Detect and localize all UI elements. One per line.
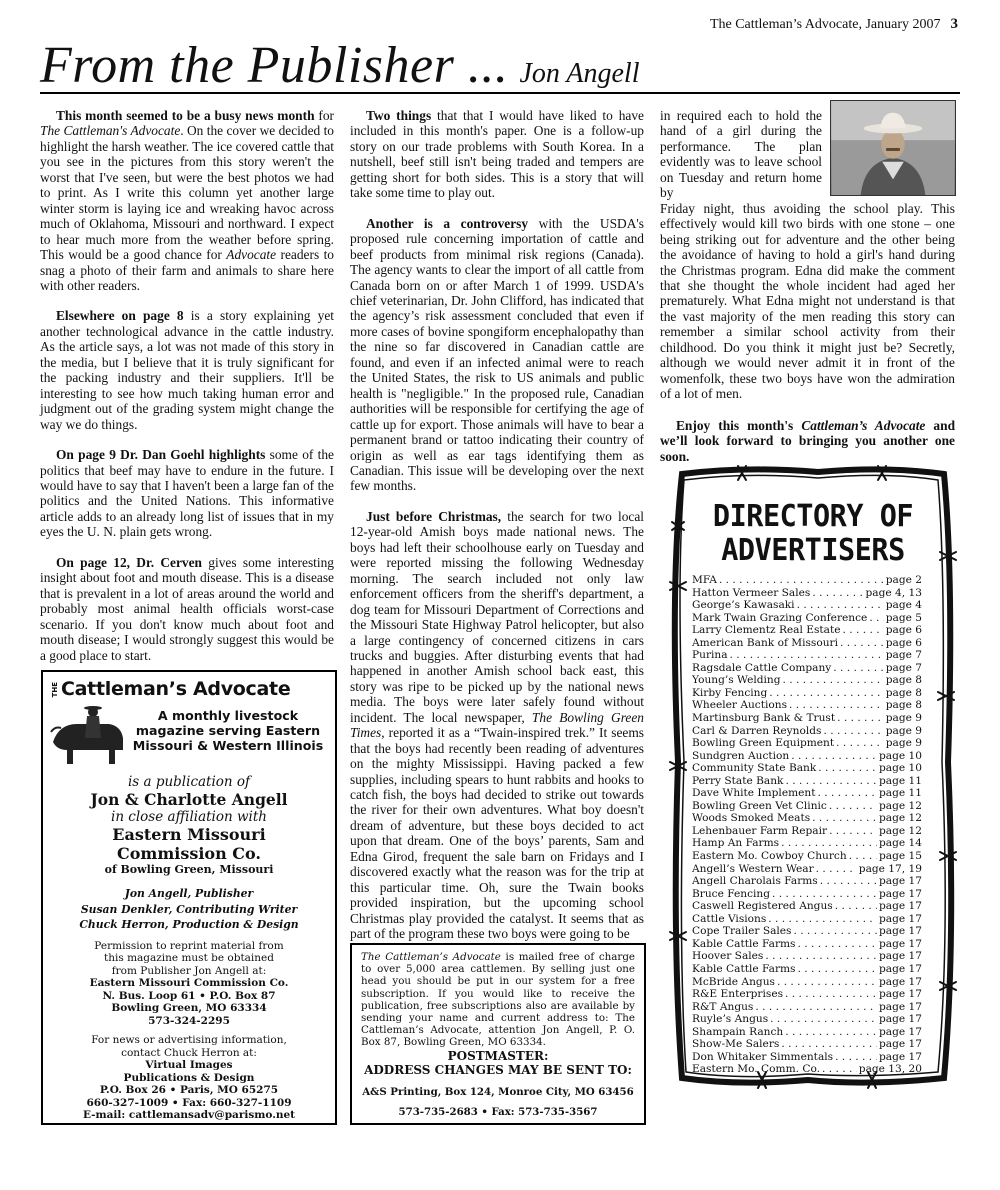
advertiser-name: Hoover Sales: [692, 950, 764, 963]
advertiser-page: page 4, 13: [865, 586, 922, 599]
list-item: [692, 913, 922, 926]
leader-dots: [818, 762, 877, 775]
advertiser-name: Purina: [692, 649, 728, 662]
leader-dots: [785, 988, 877, 1001]
permission-text: this magazine must be obtained: [104, 952, 274, 964]
leader-dots: [781, 837, 877, 850]
leader-dots: [781, 1038, 877, 1051]
paragraph: [40, 108, 334, 293]
postmaster-heading: POSTMASTER:: [447, 1048, 549, 1063]
advertiser-name: George’s Kawasaki: [692, 599, 795, 612]
advertiser-name: Eastern Mo. Cowboy Church: [692, 850, 847, 863]
publication-of: is a publication of: [127, 774, 251, 790]
staff-credit: Jon Angell, Publisher: [124, 887, 254, 900]
contact-name: Publications & Design: [123, 1071, 255, 1084]
paragraph-text: that that I would have liked to have included in this month's paper. One is a follow-up story on our trade problems with South Korea. In a nutshell, beef still isn't being traded and tempers are getting short for both sides. This is a story that will take some time to play out.: [350, 108, 645, 201]
advertiser-page: page 8: [885, 674, 922, 687]
advertiser-name: Shampain Ranch: [692, 1025, 784, 1038]
list-item: [692, 875, 922, 888]
advertiser-page: page 17: [879, 1038, 922, 1051]
tagline-line: A monthly livestock: [157, 708, 299, 723]
owners: Jon & Charlotte Angell: [90, 790, 288, 809]
advertiser-name: Sundgren Auction: [692, 749, 790, 762]
paragraph-lead: On page 12, Dr. Cerven: [56, 554, 202, 570]
list-item: [692, 925, 922, 938]
advertiser-name: R&E Enterprises: [692, 988, 784, 1001]
leader-dots: [840, 637, 884, 650]
leader-dots: [798, 963, 878, 976]
leader-dots: [777, 976, 877, 989]
paragraph-lead: Another is a controversy: [366, 215, 529, 231]
advertiser-name: McBride Angus: [692, 975, 775, 988]
tagline-line: magazine serving Eastern: [135, 723, 321, 738]
advertiser-page: page 6: [885, 624, 922, 637]
leader-dots: [869, 612, 883, 625]
advertiser-page: page 4: [885, 599, 922, 612]
column-1: [40, 108, 334, 678]
advertiser-page: page 10: [879, 762, 922, 775]
advertiser-list: [692, 574, 922, 1076]
advertiser-name: Cattle Visions: [692, 912, 767, 925]
cowboy-cattle-icon: [49, 702, 127, 766]
list-item: [692, 1026, 922, 1039]
leader-dots: [833, 662, 883, 675]
leader-dots: [719, 574, 884, 587]
advertiser-name: R&T Angus: [692, 1000, 754, 1013]
advertiser-name: Eastern Mo. Comm. Co.: [692, 1063, 821, 1076]
leader-dots: [820, 875, 877, 888]
advertiser-name: Bowling Green Equipment: [692, 737, 835, 750]
contact-phone: 573-324-2295: [148, 1014, 230, 1027]
advertiser-page: page 17: [879, 912, 922, 925]
leader-dots: [755, 1001, 877, 1014]
paragraph-text: is mailed free of charge to over 5,000 area cattlemen. By selling just one head you should be put in our system for a free subscription. If you would like to receive the publication, free subscriptions also are available by sending your name and current address to: The Cattleman’s Advocate, attention Jon Angell, P. O. Box 87, Bowling Green, MO 63334.: [361, 951, 635, 1049]
list-item: [692, 1051, 922, 1064]
leader-dots: [836, 737, 884, 750]
paragraph-text: gives some interesting insight about foot and mouth disease. This is a disease that is prevalent in a lot of areas around the world and probably most animal health officials worst-case scenario. If you don't know much about foot and mouth disease; I would strongly suggest this would be a good place to start.: [40, 554, 334, 663]
leader-dots: [823, 725, 883, 738]
news-contact-text: For news or advertising information,: [91, 1034, 287, 1046]
advertiser-name: Community State Bank: [692, 762, 817, 775]
advertiser-page: page 17: [879, 1050, 922, 1063]
advertiser-name: Angell’s Western Wear: [692, 862, 814, 875]
paragraph: [350, 108, 644, 201]
company-name: Eastern Missouri: [112, 825, 266, 844]
permission-text: from Publisher Jon Angell at:: [111, 964, 267, 977]
advertiser-page: page 12: [879, 812, 922, 825]
advertiser-name: Bruce Fencing: [692, 887, 771, 900]
mailing-text: [361, 951, 635, 1049]
list-item: [692, 900, 922, 913]
leader-dots: [791, 750, 877, 763]
advertiser-page: page 17: [879, 925, 922, 938]
leader-dots: [768, 913, 877, 926]
leader-dots: [829, 800, 877, 813]
advertiser-page: page 17, 19: [858, 862, 922, 875]
leader-dots: [785, 1026, 877, 1039]
paragraph: [350, 216, 644, 494]
list-item: [692, 976, 922, 989]
advertiser-page: page 11: [879, 787, 922, 800]
advertiser-page: page 10: [879, 749, 922, 762]
staff-credit: Susan Denkler, Contributing Writer: [80, 902, 298, 916]
magazine-name: Advocate: [226, 247, 277, 263]
newspaper-name: The Bowling Green Times: [350, 709, 644, 741]
advertiser-name: Mark Twain Grazing Conference: [692, 611, 868, 624]
paragraph-text: and we’ll look forward to bringing you another one soon.: [660, 417, 956, 464]
list-item: [692, 938, 922, 951]
list-item: [692, 649, 922, 662]
leader-dots: [822, 1063, 857, 1076]
list-item: [692, 863, 922, 876]
leader-dots: [765, 950, 877, 963]
leader-dots: [835, 900, 877, 913]
list-item: [692, 712, 922, 725]
running-head: [710, 16, 958, 33]
advertiser-page: page 12: [879, 799, 922, 812]
list-item: [692, 950, 922, 963]
contact-email: E-mail: cattlemansadv@parismo.net: [82, 1109, 296, 1121]
advertiser-name: Ruyle’s Angus: [692, 1013, 769, 1026]
list-item: [692, 725, 922, 738]
paragraph-text: some of the politics that beef may have to endure in the future. I would have to say that I haven't been a large fan of the politics and the United Nations. This informative article adds to an already long list of issues that in my eyes the U. N. plain gets wrong.: [40, 447, 334, 540]
list-item: [692, 1063, 922, 1076]
list-item: [692, 1001, 922, 1014]
masthead: [40, 38, 960, 94]
paragraph-lead: On page 9 Dr. Dan Goehl highlights: [56, 447, 266, 463]
list-item: [692, 1038, 922, 1051]
paragraph-text: Friday night, thus avoiding the school play. This effectively would kill two birds with one stone – one being striking out for adventure and the other being the avoidance of having to hold a girl's hand during the Christmas program. Edna did make the comment that she thought the whole incident had aged her prematurely. What Edna might not understand is that the vast majority of the men reading this story can remember a similar school activity from their childhood. Do you think it might just be? Secretly, although we would never admit it in front of the womenfolk, these two boys have won the admiration of a lot of men.: [660, 200, 955, 402]
list-item: [692, 888, 922, 901]
advertiser-page: page 17: [879, 887, 922, 900]
leader-dots: [812, 587, 863, 600]
leader-dots: [843, 624, 884, 637]
list-item: [692, 750, 922, 763]
advertiser-name: Larry Clementz Real Estate: [692, 624, 841, 637]
tagline-line: Missouri & Western Illinois: [132, 738, 324, 753]
magazine-name: The Cattleman's Advocate: [40, 123, 181, 139]
advertiser-page: page 17: [879, 875, 922, 888]
list-item: [692, 787, 922, 800]
leader-dots: [816, 863, 857, 876]
paragraph-text: the search for two local 12-year-old Amish boys made national news. The boys had left their schoolhouse early on Tuesday and were reported missing the following Wednesday morning. The search included not only law enforcement officers from the sheriff's department, a dog team for Missouri Department of Corrections and the Missouri State Highway Patrol helicopter, but also a large contingency of concerned citizens in cars trucks and buggies. After disturbing events that had happened in another Amish school back east, this story was ripe to be picked up by the national news media. The boys were later safely found without incident. The local newspaper,: [350, 508, 644, 725]
leader-dots: [837, 712, 884, 725]
list-item: [692, 599, 922, 612]
leader-dots: [794, 925, 878, 938]
advertiser-name: Angell Charolais Farms: [692, 875, 818, 888]
list-item: [692, 674, 922, 687]
leader-dots: [797, 599, 884, 612]
leader-dots: [772, 888, 877, 901]
list-item: [692, 637, 922, 650]
advertiser-name: Kirby Fencing: [692, 686, 768, 699]
paragraph: [40, 447, 334, 540]
advertiser-name: Perry State Bank: [692, 774, 784, 787]
advertiser-page: page 17: [879, 1025, 922, 1038]
contact-name: Virtual Images: [145, 1059, 233, 1071]
advertiser-name: Dave White Implement: [692, 787, 816, 800]
list-item: [692, 812, 922, 825]
column-2: [350, 108, 644, 957]
advertiser-page: page 9: [885, 737, 922, 750]
mailing-info-box: [350, 943, 646, 1125]
directory-title: ADVERTISERS: [721, 533, 905, 568]
list-item: [692, 963, 922, 976]
contact-address: P.O. Box 26 • Paris, MO 65275: [99, 1084, 279, 1096]
advertiser-name: Hamp An Farms: [692, 837, 780, 850]
magazine-name: Cattleman’s Advocate: [801, 417, 926, 433]
advertiser-page: page 17: [879, 950, 922, 963]
news-contact-text: contact Chuck Herron at:: [121, 1046, 257, 1059]
advertiser-page: page 17: [879, 975, 922, 988]
advertiser-name: Bowling Green Vet Clinic: [692, 799, 827, 812]
advertiser-name: Hatton Vermeer Sales: [692, 586, 811, 599]
magazine-name: The Cattleman’s Advocate: [361, 951, 501, 963]
leader-dots: [829, 825, 877, 838]
advertiser-name: Lehenbauer Farm Repair: [692, 824, 828, 837]
paragraph: [40, 555, 334, 663]
masthead-title: From the Publisher ...: [40, 37, 509, 94]
leader-dots: [785, 775, 877, 788]
list-item: [692, 988, 922, 1001]
list-item: [692, 775, 922, 788]
advertiser-page: page 17: [879, 900, 922, 913]
paragraph-text: is a story explaining yet another technological advance in the cattle industry. As the article says, a lot was not made of this story in the media, but I believe that it is truly significant for the packing industry and their suppliers. It'll be interesting to see how much taking human error and judgment out of the grading system might change the way we do things.: [40, 308, 334, 432]
company-location: of Bowling Green, Missouri: [104, 863, 274, 876]
advertiser-name: Kable Cattle Farms: [692, 962, 796, 975]
list-item: [692, 850, 922, 863]
advertiser-page: page 13, 20: [858, 1063, 922, 1076]
list-item: [692, 800, 922, 813]
advertiser-page: page 6: [885, 636, 922, 649]
list-item: [692, 837, 922, 850]
paragraph-lead: Elsewhere on page 8: [56, 308, 184, 324]
leader-dots: [849, 850, 877, 863]
list-item: [692, 574, 922, 587]
running-head-title: The Cattleman’s Advocate, January 2007: [709, 17, 941, 32]
leader-dots: [783, 674, 884, 687]
leader-dots: [789, 699, 884, 712]
advertiser-name: Show-Me Salers: [692, 1038, 780, 1051]
list-item: [692, 587, 922, 600]
paragraph-text: with the USDA's proposed rule concerning importation of cattle and beef products from minimal risk regions (Canada). The agency wants to clear the import of all cattle from Canada born on or after March 1 of 1999. USDA's chief veterinarian, Dr. John Clifford, has indicated that the agency’s risk assessment concluded that even if more cases of bovine spongiform encephalopathy than the nine so far discovered in Canadian cattle are found, and even if an infected animal were to reach the United States, the risk to US animals and public health is "negligible." In the proposed rule, Canadian authorities will be responsible for certifying the age of cattle up for export. Those animals will have to bear a permanent brand or tattoo indicating their country of origin as well as ear tags identifying them as Canadian. This issue will be developing over the next few months.: [350, 215, 645, 494]
masthead-author: Jon Angell: [519, 58, 640, 89]
advertiser-page: page 9: [885, 724, 922, 737]
paragraph-text: for: [314, 108, 334, 123]
paragraph-text: , reported it as a “Twain-inspired trek.” It seems that the boys had recently been reading of adventures on the mighty Mississippi. Having packed a few supplies, including spears to hunt rabbits and hooks to catch fish, the boys had decided to strike out towards the river for their own adventures. What boy doesn't dream of adventure, but these boys decided to act upon that dream. One of the boys’ parents, Sam and Edna Girod, frequent the sale barn on Fridays and I discovered exactly what the reason was for the trip at this particular time. Oh, sure the Twain books provided inspiration, but the upcoming school Christmas play provided the catalyst. It seems that as part of the program these two boys were going to be: [350, 725, 644, 942]
magazine-title: Cattleman’s Advocate: [61, 678, 291, 700]
leader-dots: [730, 649, 884, 662]
list-item: [692, 1013, 922, 1026]
advertiser-page: page 17: [879, 937, 922, 950]
directory-title: DIRECTORY OF: [712, 499, 914, 534]
leader-dots: [812, 812, 877, 825]
contact-name: Eastern Missouri Commission Co.: [89, 977, 289, 989]
paragraph-text: . On the cover we decided to highlight the harsh weather. The ice covered cattle that you see in the pictures from this story weren't the worst that I've seen, but were the best photos we had to print. As I write this column yet another large winter storm is laying ice and wreaking havoc across much of Oklahoma, Missouri and northward. I expect to hear much more from the weather before spring. This would be a good chance for: [40, 123, 334, 263]
list-item: [692, 737, 922, 750]
paragraph: [40, 308, 334, 432]
printer-phone: 573-735-2683 • Fax: 573-735-3567: [398, 1105, 598, 1118]
advertiser-name: Cope Trailer Sales: [692, 925, 792, 938]
leader-dots: [835, 1051, 877, 1064]
contact-address: Bowling Green, MO 63334: [111, 1002, 267, 1014]
list-item: [692, 687, 922, 700]
paragraph: [350, 509, 644, 942]
masthead-the: THE: [51, 682, 59, 698]
advertiser-name: Carl & Darren Reynolds: [692, 724, 822, 737]
postmaster-heading: ADDRESS CHANGES MAY BE SENT TO:: [364, 1063, 632, 1078]
advertiser-page: page 7: [885, 661, 922, 674]
contact-phone: 660-327-1009 • Fax: 660-327-1109: [86, 1096, 292, 1109]
advertiser-page: page 8: [885, 686, 922, 699]
permission-text: Permission to reprint material from: [94, 939, 284, 952]
advertiser-page: page 7: [885, 649, 922, 662]
list-item: [692, 612, 922, 625]
advertiser-page: page 12: [879, 824, 922, 837]
leader-dots: [798, 938, 878, 951]
staff-credit: Chuck Herron, Production & Design: [79, 918, 299, 931]
list-item: [692, 662, 922, 675]
list-item: [692, 699, 922, 712]
publication-info-box: [41, 670, 337, 1125]
list-item: [692, 825, 922, 838]
advertiser-page: page 17: [879, 988, 922, 1001]
leader-dots: [770, 1013, 877, 1026]
paragraph-lead: Two things: [366, 108, 432, 123]
paragraph-text: in required each to hold the hand of a girl during the performance. The plan evidently was to leave school on Tuesday and return home by: [660, 108, 822, 201]
company-name: Commission Co.: [116, 844, 261, 863]
closing-paragraph: [660, 418, 955, 464]
advertiser-name: Kable Cattle Farms: [692, 937, 796, 950]
paragraph-text: readers to snag a photo of their farm and animals to share here with other readers.: [40, 247, 334, 293]
advertiser-page: page 5: [885, 611, 922, 624]
leader-dots: [818, 787, 878, 800]
paragraph-lead: This month seemed to be a busy news month: [56, 108, 315, 123]
advertiser-directory: [668, 462, 958, 1090]
advertiser-name: Martinsburg Bank & Trust: [692, 712, 836, 725]
advertiser-page: page 2: [885, 574, 922, 586]
advertiser-page: page 17: [879, 1013, 922, 1026]
advertiser-name: American Bank of Missouri: [692, 636, 838, 649]
column-3: [660, 108, 955, 479]
advertiser-page: page 17: [879, 1000, 922, 1013]
paragraph-lead: Just before Christmas,: [366, 508, 502, 524]
list-item: [692, 762, 922, 775]
advertiser-page: page 17: [879, 962, 922, 975]
advertiser-page: page 8: [885, 699, 922, 712]
paragraph-text: Enjoy this month's: [676, 417, 802, 433]
page-number: 3: [950, 16, 958, 32]
advertiser-name: MFA: [692, 574, 717, 586]
printer-address: A&S Printing, Box 124, Monroe City, MO 63456: [362, 1085, 634, 1098]
list-item: [692, 624, 922, 637]
advertiser-name: Don Whitaker Simmentals: [692, 1050, 834, 1063]
advertiser-page: page 14: [879, 837, 922, 850]
advertiser-name: Wheeler Auctions: [692, 699, 788, 712]
advertiser-name: Young’s Welding: [692, 674, 781, 687]
affiliation: in close affiliation with: [111, 809, 267, 825]
advertiser-name: Ragsdale Cattle Company: [692, 661, 832, 674]
advertiser-page: page 9: [885, 712, 922, 725]
leader-dots: [769, 687, 883, 700]
advertiser-name: Caswell Registered Angus: [692, 900, 833, 913]
advertiser-page: page 15: [879, 850, 922, 863]
contact-address: N. Bus. Loop 61 • P.O. Box 87: [102, 989, 276, 1002]
advertiser-page: page 11: [879, 774, 922, 787]
advertiser-name: Woods Smoked Meats: [692, 812, 811, 825]
